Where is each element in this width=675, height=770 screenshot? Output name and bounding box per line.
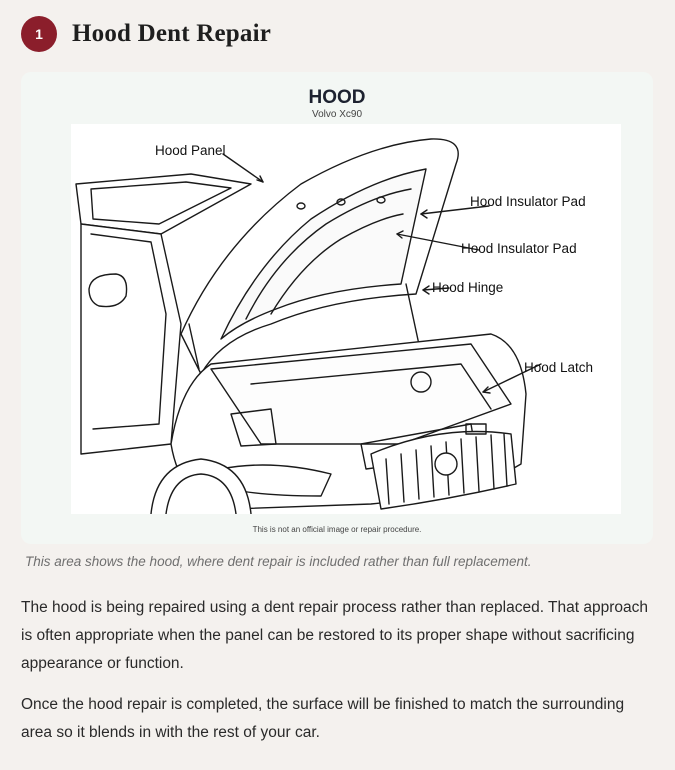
- diagram-subtitle: Volvo Xc90: [311, 109, 363, 120]
- diagram-title: HOOD: [308, 87, 366, 108]
- hood-diagram-figure: [21, 72, 653, 544]
- car-hood-illustration: [71, 124, 621, 514]
- diagram-disclaimer: This is not an official image or repair procedure.: [252, 525, 422, 534]
- label-hood-latch: Hood Latch: [524, 360, 594, 375]
- label-hood-insulator-pad-lower: Hood Insulator Pad: [461, 241, 577, 256]
- step-header: [21, 16, 271, 52]
- body-paragraph: Once the hood repair is completed, the surface will be finished to match the surrounding area so it blends in with the rest of your car.: [21, 696, 625, 741]
- label-hood-panel: Hood Panel: [155, 143, 226, 158]
- step-number-badge: 1: [21, 16, 57, 52]
- body-paragraph: The hood is being repaired using a dent repair process rather than replaced. That approach is often appropriate when the panel can be restored to its proper shape without sacrificing appearance or function.: [21, 599, 649, 672]
- figure-caption: This area shows the hood, where dent repair is included rather than full replacement.: [25, 554, 532, 569]
- label-hood-insulator-pad-upper: Hood Insulator Pad: [470, 194, 586, 209]
- label-hood-hinge: Hood Hinge: [432, 280, 504, 295]
- step-title: Hood Dent Repair: [72, 20, 272, 47]
